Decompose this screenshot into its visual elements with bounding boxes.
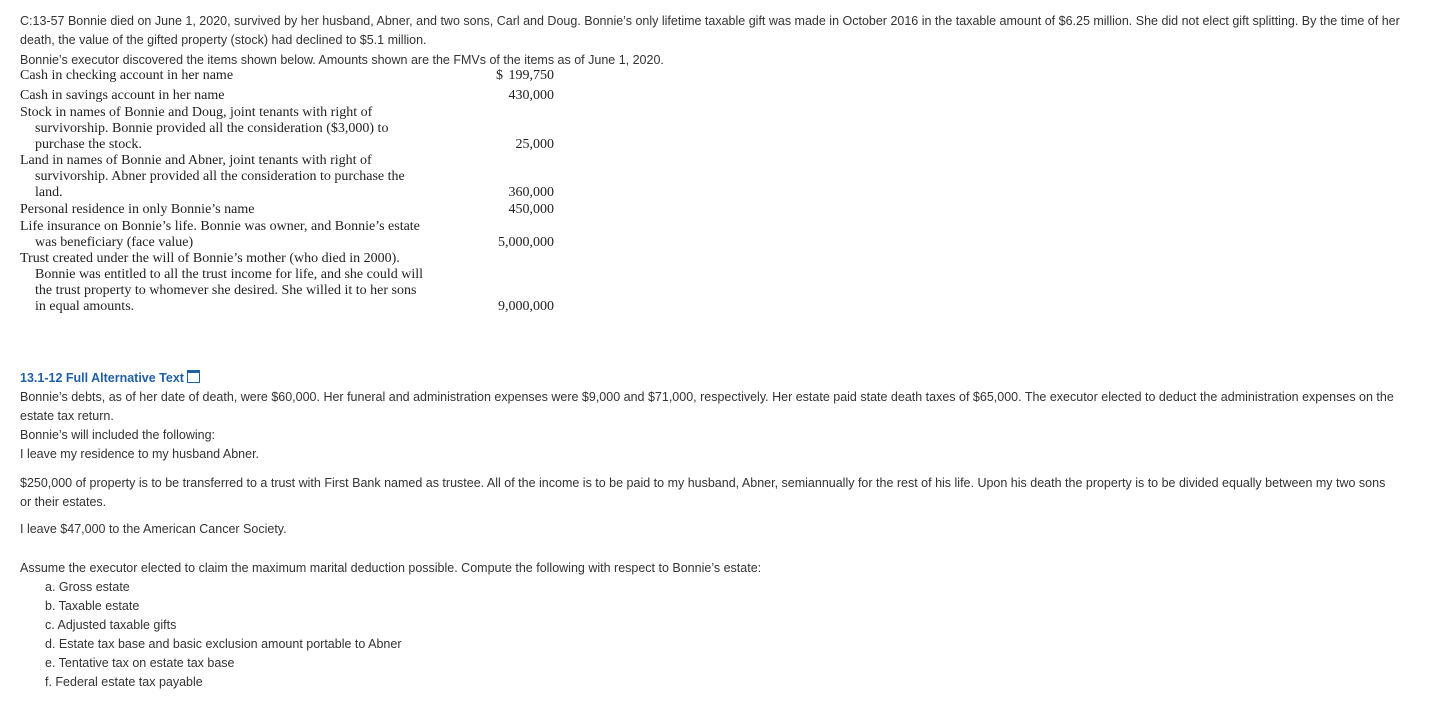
assume-paragraph: Assume the executor elected to claim the maximum marital deduction possible. Compute the following with respect to Bonnie’s estate: bbox=[20, 561, 762, 575]
item-line: Cash in savings account in her name bbox=[20, 88, 225, 103]
item-line: Land in names of Bonnie and Abner, joint tenants with right of bbox=[20, 153, 372, 168]
item-amount: 9,000,000 bbox=[498, 299, 554, 314]
new-window-icon bbox=[187, 370, 200, 383]
item-amount: 25,000 bbox=[515, 137, 554, 152]
item-line: purchase the stock. bbox=[35, 137, 142, 152]
item-line: Cash in checking account in her name bbox=[20, 68, 234, 83]
item-line: the trust property to whomever she desired. She willed it to her sons bbox=[35, 283, 417, 298]
question-item: e. Tentative tax on estate tax base bbox=[45, 656, 235, 670]
debts-paragraph: Bonnie’s debts, as of her date of death, were $60,000. Her funeral and administration expenses were $9,000 and $71,000, respectively. Her estate paid state death taxes of $65,000. The executor elected to deduct the administration expenses on the estate tax return. bbox=[20, 390, 1394, 423]
will-cancer: I leave $47,000 to the American Cancer Society. bbox=[20, 522, 287, 536]
item-amount: 360,000 bbox=[508, 185, 554, 200]
item-line: survivorship. Abner provided all the consideration to purchase the bbox=[35, 169, 405, 184]
will-residence: I leave my residence to my husband Abner. bbox=[20, 447, 260, 461]
problem-intro: C:13-57 Bonnie died on June 1, 2020, survived by her husband, Abner, and two sons, Carl and Doug. Bonnie’s only lifetime taxable gift was made in October 2016 in the taxable amount of $6.25 million. She did not elect gift splitting. By the time of her death, the value of the gifted property (stock) had declined to $5.1 million. bbox=[20, 14, 1400, 47]
question-item: d. Estate tax base and basic exclusion amount portable to Abner bbox=[45, 637, 402, 651]
item-amount: 450,000 bbox=[508, 202, 554, 217]
question-item: b. Taxable estate bbox=[45, 599, 140, 613]
item-amount: 430,000 bbox=[508, 88, 554, 103]
item-line: Life insurance on Bonnie’s life. Bonnie was owner, and Bonnie’s estate bbox=[20, 219, 420, 234]
item-line: land. bbox=[35, 185, 63, 200]
item-line: in equal amounts. bbox=[35, 299, 135, 314]
question-item: f. Federal estate tax payable bbox=[45, 675, 203, 689]
executor-line: Bonnie’s executor discovered the items shown below. Amounts shown are the FMVs of the items as of June 1, 2020. bbox=[20, 53, 664, 67]
item-line: Personal residence in only Bonnie’s name bbox=[20, 202, 255, 217]
item-line: survivorship. Bonnie provided all the consideration ($3,000) to bbox=[35, 121, 389, 136]
will-trust: $250,000 of property is to be transferred to a trust with First Bank named as trustee. All of the income is to be paid to my husband, Abner, semiannually for the rest of his life. Upon his death the property is to be divided equally between my two sons or their estates. bbox=[20, 476, 1386, 509]
alt-text-link-label: 13.1-12 Full Alternative Text bbox=[20, 371, 184, 385]
question-item: c. Adjusted taxable gifts bbox=[45, 618, 177, 632]
item-line: Trust created under the will of Bonnie’s mother (who died in 2000). bbox=[20, 251, 400, 266]
will-intro: Bonnie’s will included the following: bbox=[20, 428, 216, 442]
item-line: was beneficiary (face value) bbox=[35, 235, 194, 250]
item-line: Bonnie was entitled to all the trust income for life, and she could will bbox=[35, 267, 424, 282]
item-amount: 5,000,000 bbox=[498, 235, 554, 250]
question-item: a. Gross estate bbox=[45, 580, 130, 594]
item-line: Stock in names of Bonnie and Doug, joint tenants with right of bbox=[20, 105, 373, 120]
full-alternative-text-link[interactable] bbox=[20, 369, 200, 388]
question-list bbox=[45, 578, 401, 692]
dollar-sign: $ bbox=[496, 68, 503, 83]
item-amount: $ 199,750 bbox=[496, 68, 554, 83]
